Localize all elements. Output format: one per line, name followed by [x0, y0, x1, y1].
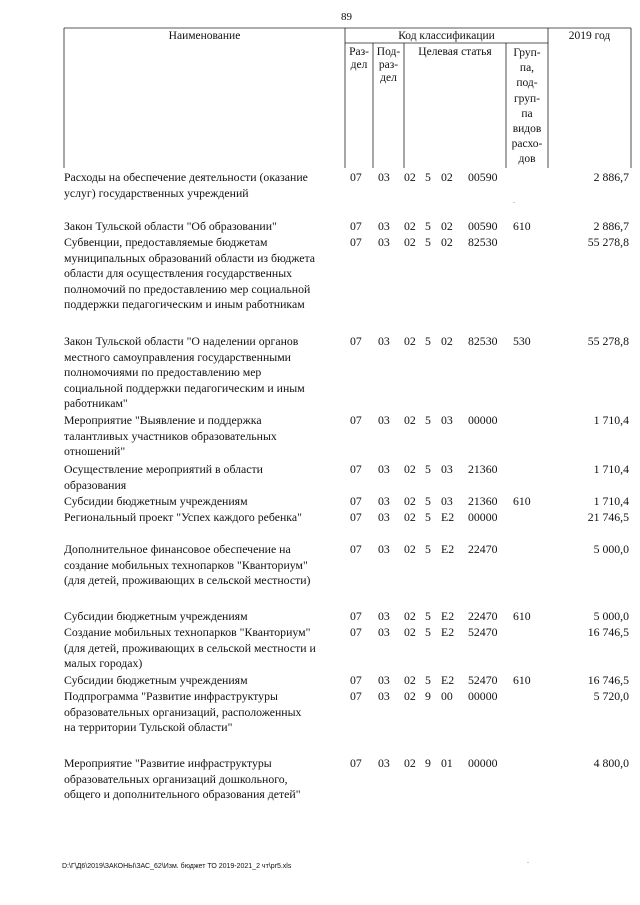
- amount-cell: 2 886,7: [593, 170, 629, 184]
- row-name: [64, 625, 344, 672]
- row-name: [64, 673, 344, 689]
- subprogram-cell: 9: [425, 689, 431, 703]
- amount-cell: 2 886,7: [593, 219, 629, 233]
- podrazdel-cell: 03: [378, 462, 390, 476]
- row-name-line: общего и дополнительного образования детей": [64, 787, 301, 801]
- row-name-line: Закон Тульской области "О наделении органов: [64, 334, 299, 348]
- subprogram-cell: 5: [425, 510, 431, 524]
- program-cell: 02: [404, 462, 416, 476]
- row-name-line: Дополнительное финансовое обеспечение на: [64, 542, 291, 556]
- subprogram-cell: 5: [425, 334, 431, 348]
- podrazdel-cell: 03: [378, 219, 390, 233]
- program-cell: 02: [404, 689, 416, 703]
- amount-cell: 16 746,5: [587, 673, 629, 687]
- row-name-line: создание мобильных технопарков "Кванториум": [64, 557, 308, 572]
- program-cell: 02: [404, 542, 416, 556]
- subprogram-cell: 5: [425, 673, 431, 687]
- row-name-line: (для детей, проживающих в сельской местности и: [64, 640, 316, 655]
- row-name-line: Создание мобильных технопарков "Кванториум": [64, 625, 311, 639]
- row-name-line: на территории Тульской области": [64, 720, 233, 734]
- event-cell: 02: [441, 334, 453, 348]
- razdel-cell: 07: [350, 462, 362, 476]
- subprogram-cell: 5: [425, 235, 431, 249]
- row-name: [64, 510, 344, 526]
- podrazdel-cell: 03: [378, 673, 390, 687]
- amount-cell: 4 800,0: [593, 756, 629, 770]
- row-name-line: местного самоуправления государственными: [64, 349, 291, 364]
- row-name: [64, 413, 344, 460]
- direction-code-cell: 00590: [468, 170, 498, 184]
- row-name-line: Расходы на обеспечение деятельности (оказание: [64, 170, 308, 184]
- direction-code-cell: 00590: [468, 219, 498, 233]
- podrazdel-cell: 03: [378, 625, 390, 639]
- header-razdel: [345, 46, 373, 72]
- header-gruppa-line: видов: [512, 123, 542, 136]
- file-path-footer: D:\Г\Д6\2019\ЗАКОНЫ\ЗАС_62\Изм. бюджет ТО 2019-2021_2 чт\pr5.xls: [62, 863, 292, 870]
- row-name-line: образовательных организаций, расположенных: [64, 704, 302, 719]
- subprogram-cell: 5: [425, 494, 431, 508]
- row-name-line: Мероприятие "Выявление и поддержка: [64, 413, 262, 427]
- event-cell: E2: [441, 673, 455, 687]
- row-name-line: талантливых участников образовательных: [64, 428, 277, 443]
- row-name-line: полномочий по предоставлению мер социальной: [64, 281, 311, 296]
- razdel-cell: 07: [350, 689, 362, 703]
- row-name: [64, 219, 344, 235]
- header-gruppa-line: па: [521, 107, 533, 120]
- row-name: [64, 235, 344, 313]
- direction-code-cell: 21360: [468, 494, 498, 508]
- header-podrazdel: [373, 46, 404, 85]
- event-cell: 01: [441, 756, 453, 770]
- expense-type-cell: 530: [513, 334, 531, 348]
- row-name-line: (для детей, проживающих в сельской местности): [64, 573, 311, 587]
- amount-cell: 1 710,4: [593, 494, 629, 508]
- header-year: 2019 год: [568, 30, 611, 42]
- amount-cell: 5 000,0: [593, 609, 629, 623]
- expense-type-cell: 610: [513, 494, 531, 508]
- razdel-cell: 07: [350, 756, 362, 770]
- razdel-cell: 07: [350, 235, 362, 249]
- row-name-line: Субсидии бюджетным учреждениям: [64, 673, 248, 687]
- header-name: Наименование: [168, 30, 241, 42]
- event-cell: 00: [441, 689, 453, 703]
- podrazdel-cell: 03: [378, 609, 390, 623]
- razdel-cell: 07: [350, 609, 362, 623]
- row-name-line: полномочиями по предоставлению мер: [64, 365, 262, 379]
- row-name-line: Субвенции, предоставляемые бюджетам: [64, 235, 268, 249]
- event-cell: 03: [441, 462, 453, 476]
- podrazdel-cell: 03: [378, 170, 390, 184]
- podrazdel-cell: 03: [378, 689, 390, 703]
- program-cell: 02: [404, 334, 416, 348]
- row-name-line: услуг) государственных учреждений: [64, 185, 249, 200]
- event-cell: 03: [441, 413, 453, 427]
- row-name: [64, 609, 344, 625]
- row-name-line: Субсидии бюджетным учреждениям: [64, 609, 248, 623]
- header-gruppa: [506, 46, 548, 168]
- row-name: [64, 170, 344, 201]
- subprogram-cell: 5: [425, 219, 431, 233]
- direction-code-cell: 82530: [468, 235, 498, 249]
- program-cell: 02: [404, 625, 416, 639]
- podrazdel-cell: 03: [378, 756, 390, 770]
- page-number: 89: [341, 11, 352, 23]
- row-name-line: работникам": [64, 396, 128, 410]
- razdel-cell: 07: [350, 625, 362, 639]
- subprogram-cell: 5: [425, 170, 431, 184]
- direction-code-cell: 22470: [468, 609, 498, 623]
- row-name: [64, 689, 344, 736]
- podrazdel-cell: 03: [378, 413, 390, 427]
- header-gruppa-line: груп-: [513, 92, 541, 105]
- row-name-line: социальной поддержки педагогическим и иным: [64, 380, 305, 395]
- event-cell: E2: [441, 510, 455, 524]
- amount-cell: 5 720,0: [593, 689, 629, 703]
- program-cell: 02: [404, 494, 416, 508]
- header-podrazdel-line: Под-: [376, 46, 401, 58]
- amount-cell: 55 278,8: [587, 334, 629, 348]
- razdel-cell: 07: [350, 494, 362, 508]
- program-cell: 02: [404, 170, 416, 184]
- razdel-cell: 07: [350, 219, 362, 233]
- program-cell: 02: [404, 673, 416, 687]
- subprogram-cell: 5: [425, 625, 431, 639]
- direction-code-cell: 52470: [468, 625, 498, 639]
- header-gruppa-line: Груп-: [513, 47, 541, 59]
- header-celevaya: Целевая статья: [418, 46, 492, 58]
- amount-cell: 21 746,5: [587, 510, 629, 524]
- header-gruppa-line: расхо-: [511, 138, 543, 151]
- program-cell: 02: [404, 219, 416, 233]
- row-name-line: образовательных организаций дошкольного,: [64, 771, 288, 786]
- header-razdel-line: Раз-: [349, 46, 369, 58]
- amount-cell: 16 746,5: [587, 625, 629, 639]
- row-name-line: Закон Тульской области "Об образовании": [64, 219, 277, 233]
- program-cell: 02: [404, 756, 416, 770]
- header-podrazdel-line: раз-: [378, 59, 399, 71]
- direction-code-cell: 00000: [468, 413, 498, 427]
- row-name: [64, 334, 344, 412]
- podrazdel-cell: 03: [378, 235, 390, 249]
- row-name-line: муниципальных образований области из бюджета: [64, 250, 315, 265]
- event-cell: 02: [441, 170, 453, 184]
- direction-code-cell: 22470: [468, 542, 498, 556]
- direction-code-cell: 52470: [468, 673, 498, 687]
- razdel-cell: 07: [350, 170, 362, 184]
- header-razdel-line: дел: [350, 59, 368, 71]
- header-gruppa-line: па,: [519, 62, 535, 75]
- subprogram-cell: 5: [425, 609, 431, 623]
- program-cell: 02: [404, 235, 416, 249]
- event-cell: E2: [441, 609, 455, 623]
- program-cell: 02: [404, 609, 416, 623]
- event-cell: 02: [441, 219, 453, 233]
- row-name-line: Осуществление мероприятий в области: [64, 462, 263, 476]
- event-cell: E2: [441, 625, 455, 639]
- direction-code-cell: 00000: [468, 756, 498, 770]
- row-name-line: Подпрограмма "Развитие инфраструктуры: [64, 689, 278, 703]
- event-cell: 02: [441, 235, 453, 249]
- podrazdel-cell: 03: [378, 542, 390, 556]
- row-name: [64, 462, 344, 493]
- podrazdel-cell: 03: [378, 494, 390, 508]
- amount-cell: 5 000,0: [593, 542, 629, 556]
- row-name: [64, 542, 344, 589]
- amount-cell: 1 710,4: [593, 462, 629, 476]
- row-name-line: области для осуществления государственных: [64, 266, 293, 280]
- podrazdel-cell: 03: [378, 334, 390, 348]
- row-name-line: Региональный проект "Успех каждого ребенка": [64, 510, 302, 524]
- event-cell: 03: [441, 494, 453, 508]
- razdel-cell: 07: [350, 334, 362, 348]
- direction-code-cell: 82530: [468, 334, 498, 348]
- razdel-cell: 07: [350, 413, 362, 427]
- row-name: [64, 756, 344, 803]
- direction-code-cell: 21360: [468, 462, 498, 476]
- row-name-line: отношений": [64, 444, 126, 458]
- expense-type-cell: 610: [513, 219, 531, 233]
- subprogram-cell: 5: [425, 462, 431, 476]
- expense-type-cell: 610: [513, 673, 531, 687]
- subprogram-cell: 9: [425, 756, 431, 770]
- direction-code-cell: 00000: [468, 510, 498, 524]
- row-name-line: малых городах): [64, 656, 143, 670]
- subprogram-cell: 5: [425, 542, 431, 556]
- expense-type-cell: 610: [513, 609, 531, 623]
- razdel-cell: 07: [350, 542, 362, 556]
- row-name-line: образования: [64, 477, 127, 492]
- amount-cell: 55 278,8: [587, 235, 629, 249]
- row-name-line: Субсидии бюджетным учреждениям: [64, 494, 248, 508]
- header-podrazdel-line: дел: [380, 72, 397, 84]
- row-name-line: поддержки педагогическим и иным работникам: [64, 297, 305, 311]
- header-gruppa-line: под-: [516, 77, 538, 90]
- program-cell: 02: [404, 510, 416, 524]
- event-cell: E2: [441, 542, 455, 556]
- razdel-cell: 07: [350, 673, 362, 687]
- header-code-group: Код классификации: [398, 30, 495, 42]
- row-name: [64, 494, 344, 510]
- row-name-line: Мероприятие "Развитие инфраструктуры: [64, 756, 272, 770]
- program-cell: 02: [404, 413, 416, 427]
- amount-cell: 1 710,4: [593, 413, 629, 427]
- podrazdel-cell: 03: [378, 510, 390, 524]
- subprogram-cell: 5: [425, 413, 431, 427]
- razdel-cell: 07: [350, 510, 362, 524]
- header-gruppa-line: дов: [518, 153, 536, 166]
- direction-code-cell: 00000: [468, 689, 498, 703]
